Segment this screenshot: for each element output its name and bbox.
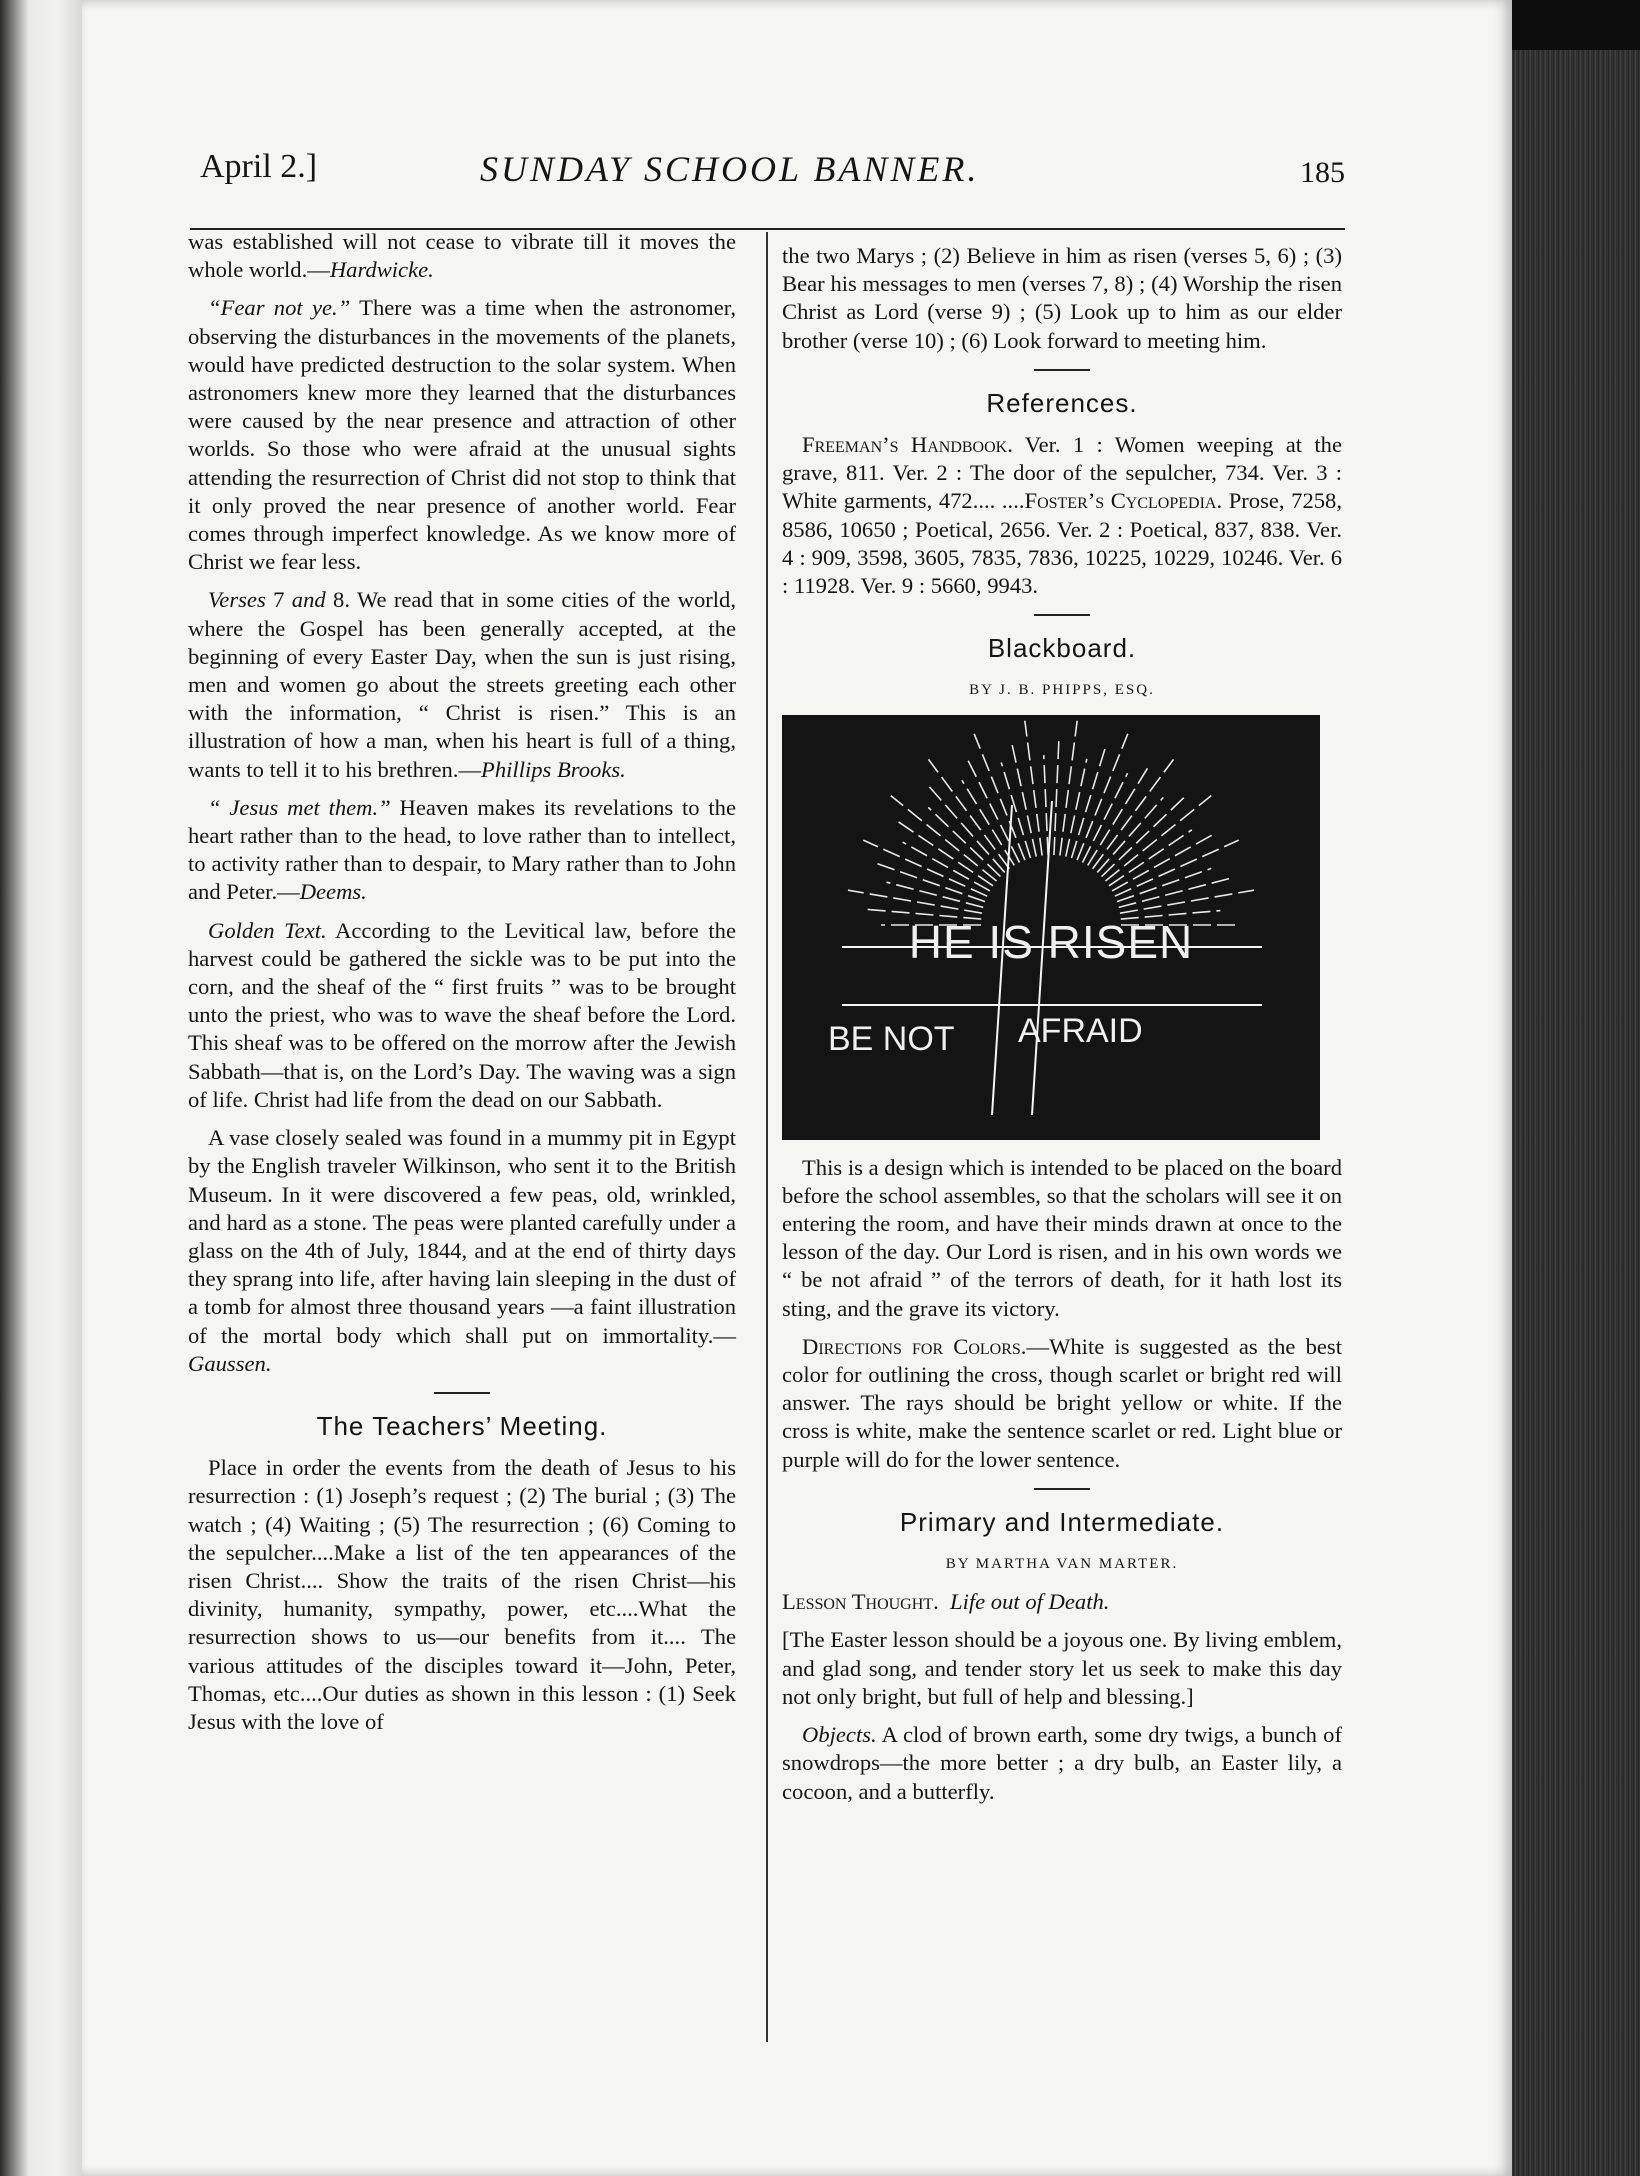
section-rule xyxy=(1034,1488,1090,1490)
citation: Gaussen. xyxy=(188,1350,272,1376)
paragraph-text: According to the Levitical law, before the harvest could be gathered the sickle was to be put into the corn, and the sheaf of the “ first fruits ” was to be brought unto the priest, who was to wave the sheaf before the Lord. This sheaf was to be offered on the morrow after the Jewish Sabbath—that is, on the Lord’s Day. The waving was a sign of life. Christ had life from the dead on our Sabbath. xyxy=(188,917,736,1112)
sunburst-ray xyxy=(1093,759,1174,868)
citation: Deems. xyxy=(299,879,367,905)
sunburst-ray xyxy=(1105,795,1211,880)
section-rule xyxy=(1034,614,1090,616)
continued-paragraph: the two Marys ; (2) Believe in him as risen (verses 5, 6) ; (3) Bear his messages to men (verses 7, 8) ; (4) Worship the risen Christ as Lord (verse 9) ; (5) Look up to him as our elder brother (verse 10) ; (6) Look forward to meeting him. xyxy=(782,243,1342,353)
sunburst-ray xyxy=(886,882,983,907)
paragraph-text: was established will not cease to vibrate till it moves the whole world. xyxy=(188,229,736,283)
lead-phrase: Foster’s Cyclopedia. xyxy=(1024,488,1223,514)
column-divider xyxy=(766,232,768,2042)
sunburst-ray xyxy=(891,795,997,880)
paragraph-text: Heaven makes its revelations to the heart rather than to the head, to love rather than to intellect, to activity rather than to despair, to Mary rather than to John and Peter.— xyxy=(188,794,736,905)
previous-page-edge xyxy=(0,0,82,2176)
paragraph-vase xyxy=(188,1124,736,1378)
left-column xyxy=(188,228,736,1746)
paragraph-jesus-met-them xyxy=(188,794,736,907)
sunburst-ray xyxy=(1060,720,1077,855)
header-date: April 2.] xyxy=(200,148,318,185)
paragraph-text: Prose, 7258, 8586, 10650 ; Poetical, 2656. Ver. 2 : Poetical, 837, 838. Ver. 4 : 909, 3598, 3605, 7835, 7836, 10225, 10229, 10246. Ver. 6 : 11928. Ver. 9 : 5660, 9943. xyxy=(782,488,1342,599)
sunburst-ray xyxy=(903,842,990,891)
citation: Phillips Brooks. xyxy=(481,756,626,782)
teachers-meeting-text: Place in order the events from the death of Jesus to his resurrection : (1) Joseph’s request ; (2) The burial ; (3) The watch ; (4) Waiting ; (5) The resurrection ; (6) Coming to the sepulcher....Make a list of the ten appearances of the risen Christ.... Show the traits of the risen Christ—his divinity, humanity, sympathy, power, etc....What the resurrection shows to us—our benefits from it.... The various attitudes of the disciples toward it—John, Peter, Thomas, etc....Our duties as shown in this lesson : (1) Seek Jesus with the love of xyxy=(188,1455,736,1734)
directions-for-colors xyxy=(782,1333,1342,1474)
primary-byline: BY MARTHA VAN MARTER. xyxy=(945,1556,1179,1573)
sunburst-ray xyxy=(1112,833,1215,891)
lead-phrase: and xyxy=(291,587,326,613)
paragraph-text: 8. We read that in some cities of the world, where the Gospel has been generally accepted, at the beginning of every Easter Day, when the sun is just rising, men and women go about the streets greeting each other with the information, “ Christ is risen.” This is an illustration of how a man, when his heart is full of a thing, wants to tell it to his brethren.— xyxy=(188,587,736,782)
citation: Hardwicke. xyxy=(329,257,434,283)
references-heading: References. xyxy=(986,387,1138,418)
section-rule xyxy=(1034,369,1090,371)
sunburst-ray xyxy=(1102,795,1187,877)
bracket-note: [The Easter lesson should be a joyous one. By living emblem, and glad song, and tender story let us seek to make this day not only bright, but full of help and blessing.] xyxy=(782,1627,1342,1709)
sunburst-ray xyxy=(1025,720,1042,855)
lead-number: 7 xyxy=(265,587,292,613)
section-rule xyxy=(434,1392,490,1394)
sunburst-ray xyxy=(1044,755,1048,855)
blackboard-line-afraid: AFRAID xyxy=(1018,1011,1143,1050)
lead-phrase: Verses xyxy=(208,587,266,613)
paragraph-verses-7-8 xyxy=(188,586,736,783)
paragraph-text: A vase closely sealed was found in a mummy pit in Egypt by the English traveler Wilkinson, who sent it to the British Museum. In it were discovered a few peas, old, wrinkled, and hard as a stone. The peas were planted carefully under a glass on the 4th of July, 1844, and at the end of thirty days they sprang into life, after having lain sleeping in the dust of a tomb for almost three thousand years —a faint illustration of the mortal body which shall put on immortality.— xyxy=(188,1125,736,1348)
paragraph-golden-text xyxy=(188,917,736,1114)
lead-phrase: Golden Text. xyxy=(208,917,327,943)
lead-phrase: Freeman’s Handbook. xyxy=(802,432,1013,458)
references-text xyxy=(782,431,1342,600)
sunburst-ray xyxy=(1054,737,1059,855)
lead-phrase: Directions for Colors. xyxy=(802,1333,1027,1359)
lead-phrase: Objects. xyxy=(802,1722,877,1748)
blackboard-line-he-is-risen: HE IS RISEN xyxy=(908,915,1194,968)
running-header xyxy=(200,148,1345,218)
paragraph-text: —White is suggested as the best color for outlining the cross, though scarlet or bright red will answer. The rays should be bright yellow or white. If the cross is white, make the sentence scarlet or red. Light blue or purple will do for the lower sentence. xyxy=(782,1333,1342,1472)
paragraph-text: A clod of brown earth, some dry twigs, a bunch of snowdrops—the more better ; a dry bulb, an Easter lily, a cocoon, and a butterfly. xyxy=(782,1722,1342,1804)
lead-phrase: “Fear not ye.” xyxy=(208,295,351,321)
sunburst-ray xyxy=(1088,765,1150,865)
sunburst-ray xyxy=(927,784,1005,873)
blackboard-description: This is a design which is intended to be placed on the board before the school assembles, so that the scholars will see it on entering the room, and have their minds drawn at once to the lesson of the day. Our Lord is risen, and in his own words we “ be not afraid ” of the terrors of death, for it hath lost its sting, and the grave its victory. xyxy=(782,1154,1342,1321)
blackboard-byline: BY J. B. PHIPPS, ESQ. xyxy=(969,682,1155,699)
page-number: 185 xyxy=(1300,156,1345,189)
blackboard-illustration xyxy=(782,715,1320,1140)
sunburst-ray xyxy=(863,840,987,896)
book-page-edges xyxy=(1512,50,1640,2176)
paragraph-text: There was a time when the astronomer, observing the disturbances in the movements of the planets, would have predicted destruction to the solar system. When astronomers knew more they learned that the disturbances were caused by the near presence and attraction of other worlds. So those who were afraid at the unusual sights attending the resurrection of Christ did not stop to think that it only proved the near presence of another world. Fear comes through imperfect knowledge. As we know more of Christ we fear less. xyxy=(188,295,736,575)
sunburst-ray xyxy=(929,759,1010,868)
lesson-thought-text: Life out of Death. xyxy=(950,1589,1110,1615)
objects-paragraph xyxy=(782,1721,1342,1806)
blackboard-heading: Blackboard. xyxy=(987,633,1137,664)
lesson-thought xyxy=(782,1588,1342,1616)
header-title: SUNDAY SCHOOL BANNER. xyxy=(480,149,980,189)
lead-phrase: Lesson Thought. xyxy=(782,1589,939,1615)
paragraph-text: Ver. 1 : Women weeping at the grave, 811. Ver. 2 : The door of the sepulcher, 734. Ver. 3 : White garments, 472.... .... xyxy=(782,432,1342,514)
sunburst-ray xyxy=(1011,741,1036,856)
lead-phrase: “ Jesus met them.” xyxy=(208,794,391,820)
sunburst-ray xyxy=(1083,773,1128,862)
primary-heading: Primary and Intermediate. xyxy=(899,1506,1225,1537)
blackboard-line-be-not: BE NOT xyxy=(828,1019,955,1058)
paragraph-fear-not xyxy=(188,294,736,576)
paragraph-hardwicke: was established will not cease to vibrate till it moves the whole world.—Hardwicke. xyxy=(188,229,736,283)
right-column xyxy=(782,242,1342,1816)
sunburst-ray xyxy=(1115,840,1239,896)
teachers-meeting-heading: The Teachers’ Meeting. xyxy=(316,1410,608,1441)
